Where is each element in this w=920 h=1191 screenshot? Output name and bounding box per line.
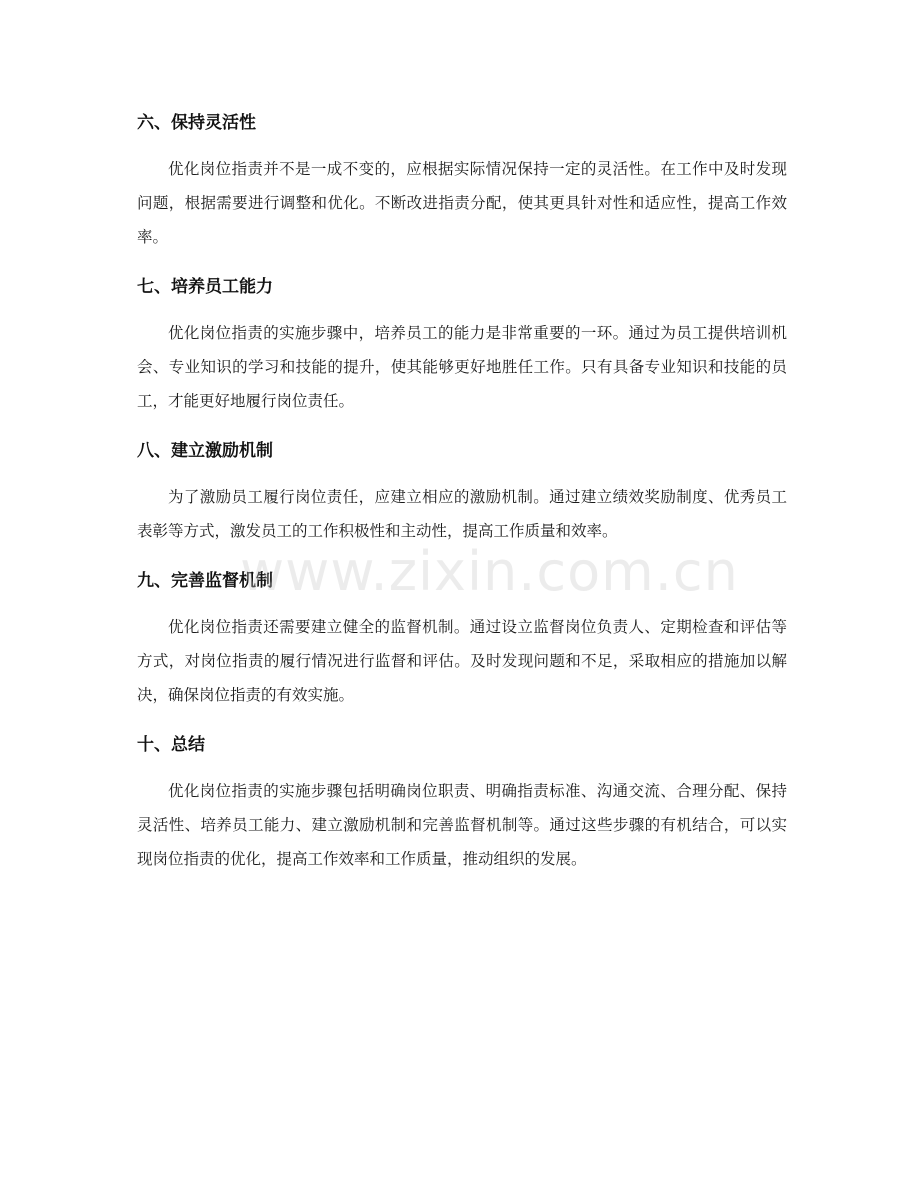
section-paragraph: 为了激励员工履行岗位责任，应建立相应的激励机制。通过建立绩效奖励制度、优秀员工表彰等方式，激发员工的工作积极性和主动性，提高工作质量和效率。 bbox=[137, 488, 787, 540]
watermark: www.zixin.com.cn bbox=[240, 540, 739, 603]
section-supervision bbox=[137, 564, 787, 712]
section-paragraph: 优化岗位指责并不是一成不变的，应根据实际情况保持一定的灵活性。在工作中及时发现问题，根据需要进行调整和优化。不断改进指责分配，使其更具针对性和适应性，提高工作效率。 bbox=[137, 160, 787, 246]
section-paragraph: 优化岗位指责还需要建立健全的监督机制。通过设立监督岗位负责人、定期检查和评估等方式，对岗位指责的履行情况进行监督和评估。及时发现问题和不足，采取相应的措施加以解决，确保岗位指责的有效实施。 bbox=[137, 618, 787, 704]
document-body bbox=[137, 106, 787, 892]
section-heading: 七、培养员工能力 bbox=[137, 277, 273, 297]
section-employee-ability bbox=[137, 270, 787, 418]
section-incentive bbox=[137, 434, 787, 548]
section-flexibility bbox=[137, 106, 787, 254]
section-heading: 九、完善监督机制 bbox=[137, 571, 273, 591]
section-heading: 十、总结 bbox=[137, 735, 205, 755]
section-heading: 六、保持灵活性 bbox=[137, 113, 256, 133]
section-paragraph: 优化岗位指责的实施步骤包括明确岗位职责、明确指责标准、沟通交流、合理分配、保持灵活性、培养员工能力、建立激励机制和完善监督机制等。通过这些步骤的有机结合，可以实现岗位指责的优化，提高工作效率和工作质量，推动组织的发展。 bbox=[137, 782, 787, 868]
section-heading: 八、建立激励机制 bbox=[137, 441, 273, 461]
section-summary bbox=[137, 728, 787, 876]
section-paragraph: 优化岗位指责的实施步骤中，培养员工的能力是非常重要的一环。通过为员工提供培训机会、专业知识的学习和技能的提升，使其能够更好地胜任工作。只有具备专业知识和技能的员工，才能更好地履行岗位责任。 bbox=[137, 324, 787, 410]
